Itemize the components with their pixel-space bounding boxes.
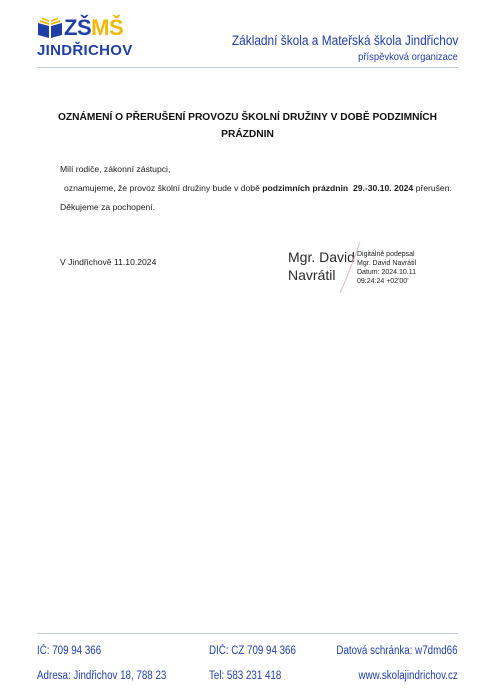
footer-dic: DIČ: CZ 709 94 366 xyxy=(209,645,296,657)
footer-address: Adresa: Jindřichov 18, 788 23 xyxy=(37,670,167,682)
document-title: OZNÁMENÍ O PŘERUŠENÍ PROVOZU ŠKOLNÍ DRUŽINY V DOBĚ PODZIMNÍCH PRÁZDNIN xyxy=(57,112,438,140)
footer-phone: Tel: 583 231 418 xyxy=(209,670,282,682)
salutation: Milí rodiče, zákonní zástupci, xyxy=(60,164,171,174)
school-name: Základní škola a Mateřská škola Jindřichov xyxy=(231,33,458,48)
footer-ic: IČ: 709 94 366 xyxy=(37,645,102,657)
footer-divider xyxy=(37,633,458,634)
place-date: V Jindřichově 11.10.2024 xyxy=(60,257,157,267)
digital-signature-info xyxy=(357,250,416,286)
signature-info-line: Mgr. David Navrátil xyxy=(357,260,417,267)
footer-databox: Datová schránka: w7dmd66 xyxy=(336,645,458,657)
school-logo xyxy=(37,15,133,65)
school-type: příspěvková organizace xyxy=(358,51,458,63)
logo-abbreviation: ZŠMŠ xyxy=(64,15,124,40)
footer-website: www.skolajindrichov.cz xyxy=(358,670,458,682)
holiday-name: podzimních prázdnin xyxy=(262,183,349,193)
thanks-text: Děkujeme za pochopení. xyxy=(60,202,156,212)
logo-city: JINDŘICHOV xyxy=(37,42,133,59)
announcement-paragraph: oznamujeme, že provoz školní družiny bude v době podzimních prázdnin 29.-30.10. 2024 přerušen. xyxy=(64,183,452,193)
header-divider xyxy=(37,67,458,68)
holiday-dates: 29.-30.10. 2024 xyxy=(352,183,414,193)
book-icon xyxy=(37,17,63,39)
signature-name-line2: Navrátil xyxy=(288,267,336,283)
signature-name-line1: Mgr. David xyxy=(288,249,355,265)
signature-info-line: 09:24:24 +02'00' xyxy=(357,278,409,285)
signature-info-line: Digitálně podepsal xyxy=(357,251,415,258)
signature-info-line: Datum: 2024.10.11 xyxy=(357,269,417,276)
